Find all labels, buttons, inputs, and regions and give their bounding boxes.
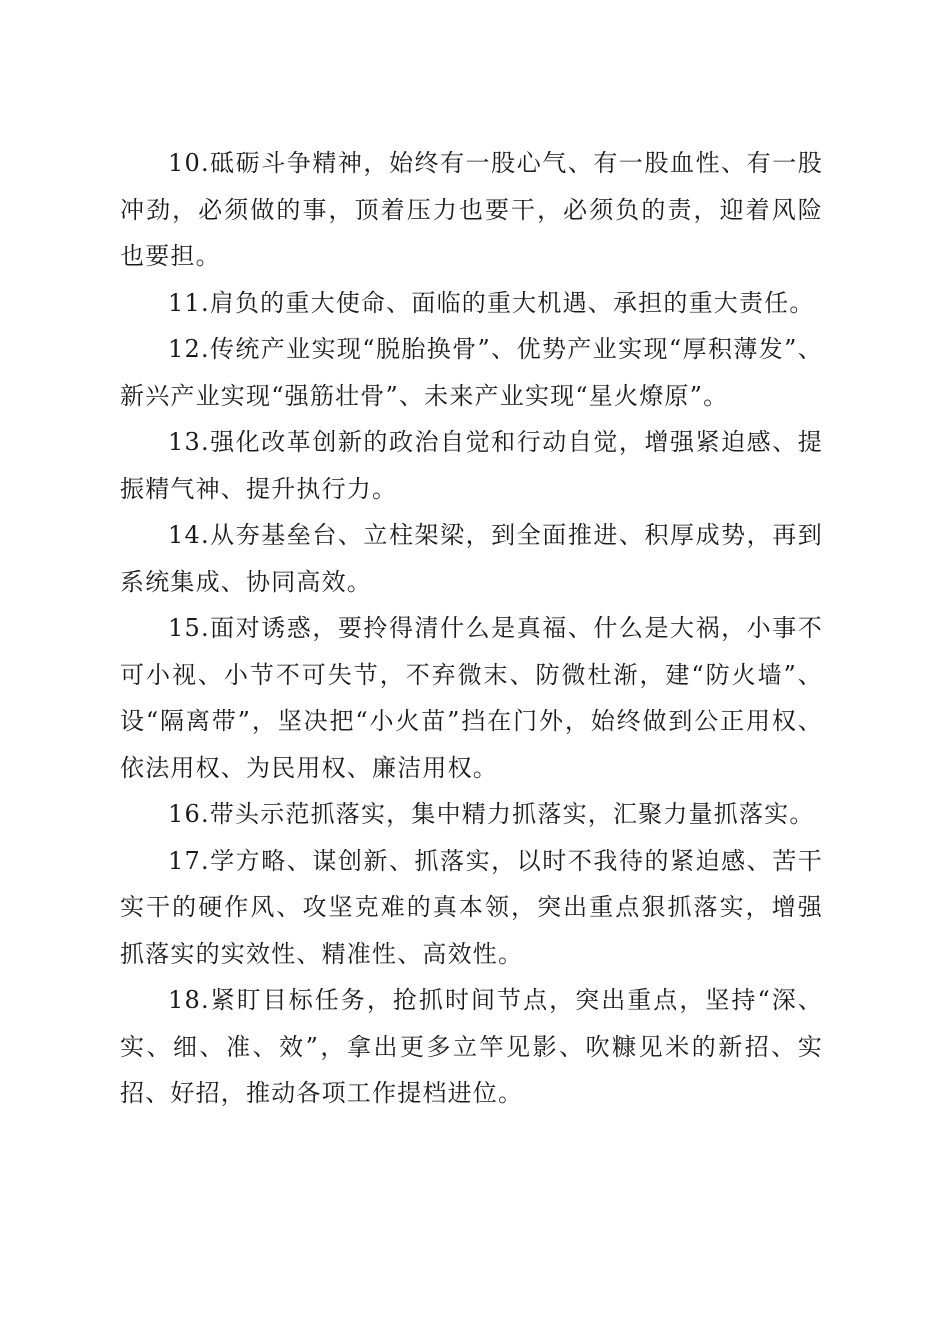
paragraph-12: 12.传统产业实现“脱胎换骨”、优势产业实现“厚积薄发”、新兴产业实现“强筋壮骨”、未来产业实现“星火燎原”。: [120, 335, 823, 410]
paragraph-15: 15.面对诱惑，要拎得清什么是真福、什么是大祸，小事不可小视、小节不可失节，不弃微末、防微杜渐，建“防火墙”、设“隔离带”，坚决把“小火苗”挡在门外，始终做到公正用权、依法用权、为民用权、廉洁用权。: [120, 614, 823, 782]
paragraph-14: 14.从夯基垒台、立柱架梁，到全面推进、积厚成势，再到系统集成、协同高效。: [120, 521, 823, 596]
document-body: [120, 140, 823, 1117]
paragraph-18: 18.紧盯目标任务，抢抓时间节点，突出重点，坚持“深、实、细、准、效”，拿出更多立竿见影、吹糠见米的新招、实招、好招，推动各项工作提档进位。: [120, 986, 823, 1107]
paragraph-13: 13.强化改革创新的政治自觉和行动自觉，增强紧迫感、提振精气神、提升执行力。: [120, 428, 823, 503]
paragraph-17: 17.学方略、谋创新、抓落实，以时不我待的紧迫感、苦干实干的硬作风、攻坚克难的真本领，突出重点狠抓落实，增强抓落实的实效性、精准性、高效性。: [120, 846, 823, 968]
paragraph-10: 10.砥砺斗争精神，始终有一股心气、有一股血性、有一股冲劲，必须做的事，顶着压力也要干，必须负的责，迎着风险也要担。: [120, 149, 823, 270]
paragraph-11: 11.肩负的重大使命、面临的重大机遇、承担的重大责任。: [168, 288, 815, 317]
paragraph-16: 16.带头示范抓落实，集中精力抓落实，汇聚力量抓落实。: [168, 800, 815, 828]
